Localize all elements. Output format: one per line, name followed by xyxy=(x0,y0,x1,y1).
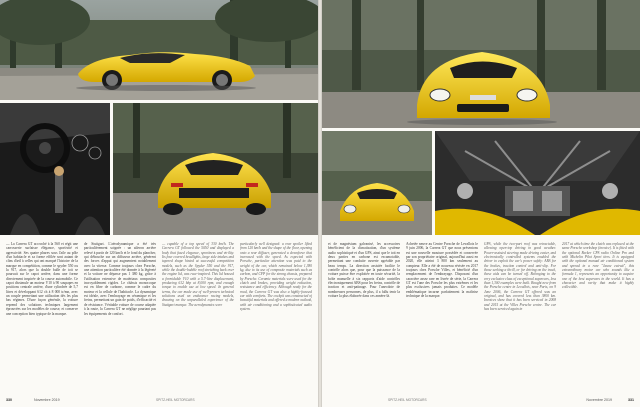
left-page xyxy=(0,0,318,407)
interior-photo xyxy=(0,103,110,235)
front-view-photo xyxy=(322,0,640,128)
engine-bay-photo xyxy=(435,131,640,235)
right-fr-column-2: Achetée neuve au Centre Porsche de Levallois le 9 juin 2006, la Carrera GT que nous présentons est une nouvelle mouture possédée et conservée par son propriétaire original, aujourd'hui aussi en 2020, elle atteint 3 800 km seulement au compteur. Elle a été de nouveau révisée en 2017 toujours chez Porsche Villes, et bénéficié d'un remplacement de l'embrayage. Disposant d'un caractère assez rare en livrée de série, la Carrera GT est l'une des Porsche les plus extrêmes et les plus exclusives jamais produites. Ce modèle emblématique incarne parfaitement la maîtrise technique de la marque. xyxy=(406,242,478,299)
right-page-number: 331 xyxy=(628,398,634,402)
side-view-photo xyxy=(0,0,318,100)
right-page-date: Novembre 2019 xyxy=(586,398,612,402)
left-fr-column-2: de Stuttgart. L'aérodynamique a été très particulièrement soignée : un aileron arrière relevé à partir de 120 km/h et le fond du plancher, qui débouche sur un diffuseur arrière, génèrent des forces d'appui qui augmentent notablement avec la vitesse. Comme toujours chez Porsche, une attention particulière été donnée à la légèreté et la voiture ne dépasse pas 1 380 kg, grâce à l'utilisation extensive de matériaux composites incroyablement rigides. Le châssis monocoque est en fibre de carbone, comme le cadre du moteur et la cellule de l'habitacle. La dynamique est idéale, avec l'embrayage en céramique et les freins, permettant un gain de poids, d'efficacité et de résistance. Véritable voiture de course adaptée à la route, la Carrera GT ne néglige pourtant pas les équipements de confort. xyxy=(84,242,156,316)
left-fr-column-1: — La Carrera GT accroché à la 560 et régit une carrosserie surfaisse élégance, sportivité et agressivité. Ses quatre phares sous l'aile au pôle d'un habitacle et sa forme effilée sont autant de clins d'œil à celles qui ont marqué l'histoire de la marque en compétition, comme le spyder 550 ou la 917, alors que la double bulle de toit se poursuit sur le capot arrière, dans une forme directement inspirée de la course automobile. Ce capot dissimule un moteur V10 à 90 soupapes en positions centrale arrière, d'une cylindrée de 5,7 litres et développant 612 ch à 8 000 tr/mn, avec un couple permettant une utilisation dès les plus bas régimes. D'une façon générale, la voiture reprend des solutions techniques largement éprouvées sur les modèles de course, et conserve une conception bien typique de la marque. xyxy=(6,242,78,316)
left-page-footer xyxy=(6,397,312,403)
left-page-date: Novembre 2019 xyxy=(34,398,60,402)
left-page-number: 330 xyxy=(6,398,12,402)
left-en-column-1: — capable of a top speed of 330 km/h. The Carrera GT followed the 5050 and displayed a body that fused elegance, sportiness and virility. Its four covered headlights, large side intakes and tapered shape hinted at successful competition models, such as the Spyder 550 and the 917, while the double-bubble roof stretching back over the engine lid, was race-inspired. This lid housed a formidable V10 with a 5.7-litre displacement, producing 612 bhp at 8,000 rpm, and enough torque to enable use at low speed. In general terms, the car made use of well-proven technical solutions used on endurance racing models, drawing on the unparalleled experience of the Stuttgart marque. The aerodynamics were xyxy=(162,242,234,307)
small-car-photo xyxy=(322,131,432,235)
rear-view-photo xyxy=(113,103,318,235)
right-fr-column-1: et de magnésium galvanisé, les accessoires bénéficient de la climatisation, d'un système audio sophistiqué et d'un GPS, ainsi que le toit en deux parties en carbone est escamotable, permettant une conduite ouverte agréable par beau temps. La direction assistée facilite le contrôle alors que, pour que la puissance de la voiture puisse être exploitée en toute sécurité, la boîte manuelle à six rapports d'aide contrôles électroniquement ABS pour les freins, contrôle de traction et anti-patinage. Pour l'anecdote de nombreuses personnes, de plus, il a fallu tenir la voiture la plus élaborée dans ces années-là. xyxy=(328,242,400,299)
left-page-magazine: SPITZ-HEIL MOTORCARS xyxy=(156,398,195,402)
left-page-text-columns xyxy=(6,242,312,392)
right-page-magazine: SPITZ-HEIL MOTORCARS xyxy=(388,398,427,402)
right-page xyxy=(322,0,640,407)
right-en-column-2: 2017 at which time the clutch was replaced at the same Porsche workshop (invoice). It is fitted with the optional Becker CPS radio Online Pro and with Michelin Pilot Sport tires. It is equipped with the optional manual air conditioned system and spread in a rare "Jaune extrait", this extraordinary motor car who sounds like a formula 1, represents an opportunity to acquire one of the best supercars in the world. It has a character and rarity that make it highly collectible. xyxy=(562,242,634,290)
right-en-column-1: GPS, while the two-part roof was retractable, allowing open-top driving in good weather. Power-assisted steering made driving easier, and electronically controlled systems enabled the driver to exploit the car's power safely: ABS for the brakes, traction control and anti-slip. For those seeking a thrill, or for driving on the track, these aids can be turned off. Belonging to the very exclusive class of exceptional supercars, less than 1,300 examples were built. Bought new from the Porsche centre in Levallois, near Paris, on 9 June 2006, the Carrera GT offered was an original, and has covered less than 3800 km. Invoices show that it has been serviced in 2008 and 2015 at the Villes Porsche centre. The car has been serviced again in xyxy=(484,242,556,312)
left-en-column-2: particularly well designed: a rear spoiler lifted from 120 km/h and the shape of the floor, opening onto a rear diffuser, generated a downforce that increased with the speed. As expected with Porsche, particular attention was paid to the weight of the car, which remained below 1,380 kg, due to its use of composite materials such as carbon, and CFP for the strong chassis, prepared by Porsche. Ceramic materials were used for the clutch and brakes, providing weight reduction, resistance and efficiency. Although ready for the road, the Carrera GT was also a highly-focused car with comforts. The cockpit was constructed of beautiful materials and offered a modern outlook, with air conditioning and a sophisticated audio system. xyxy=(240,242,312,312)
right-page-footer xyxy=(328,397,634,403)
right-page-text-columns xyxy=(328,242,634,392)
